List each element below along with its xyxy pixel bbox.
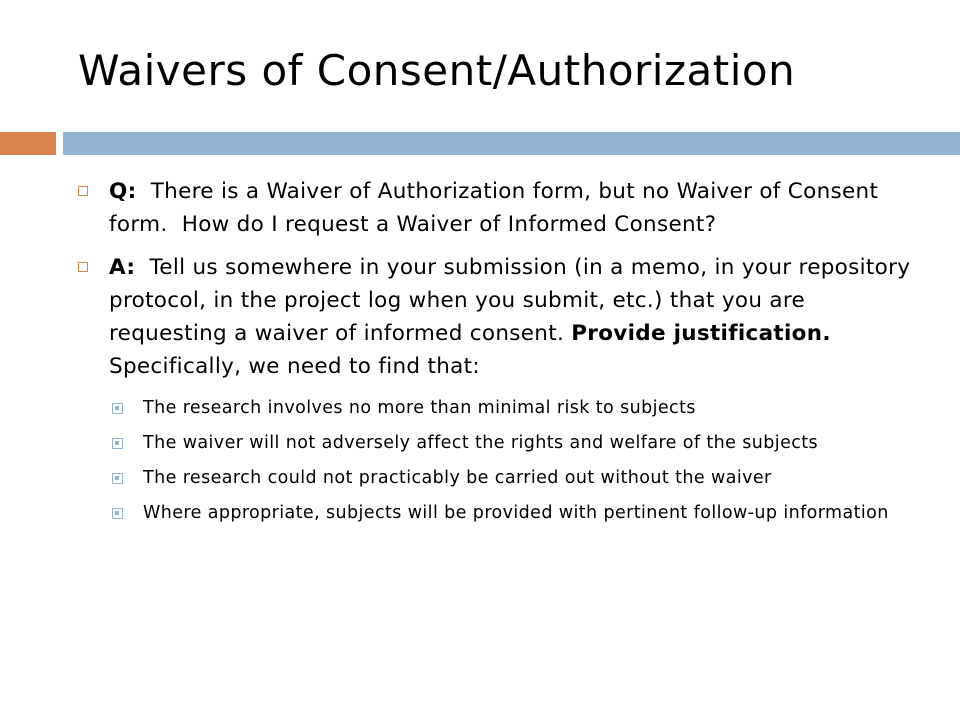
list-item [76, 430, 916, 457]
bullet-answer-text: Tell us somewhere in your submission (in a memo, in your repository protocol, in the project log when you submit, etc.) that you are requesting a waiver of informed consent. [109, 255, 918, 346]
hollow-square-bullet-icon [78, 186, 88, 196]
bullet-answer-tail: Specifically, we need to find that: [109, 321, 846, 379]
slide-title: Waivers of Consent/Authorization [78, 46, 796, 95]
list-item [76, 395, 916, 422]
bullet-answer-bold: Provide justification. [571, 321, 831, 346]
bullet-question [76, 175, 916, 241]
bullet-lead-a: A: [109, 255, 136, 280]
title-underline-accent-blue [63, 132, 960, 155]
list-item-text: The waiver will not adversely affect the rights and welfare of the subjects [143, 433, 819, 453]
list-item-text: The research involves no more than minimal risk to subjects [143, 398, 696, 418]
slide-content [76, 175, 916, 535]
filled-square-bullet-icon [112, 508, 123, 519]
hollow-square-bullet-icon [78, 262, 88, 272]
filled-square-bullet-icon [112, 473, 123, 484]
list-item [76, 500, 916, 527]
filled-square-bullet-icon [112, 403, 123, 414]
bullet-answer [76, 251, 916, 383]
title-underline-accent-orange [0, 132, 56, 155]
list-item-text: The research could not practicably be carried out without the waiver [143, 468, 772, 488]
list-item [76, 465, 916, 492]
filled-square-bullet-icon [112, 438, 123, 449]
requirements-list [76, 395, 916, 527]
bullet-question-text: There is a Waiver of Authorization form, but no Waiver of Consent form. How do I request a Waiver of Informed Consent? [109, 179, 886, 237]
bullet-lead-q: Q: [109, 179, 137, 204]
list-item-text: Where appropriate, subjects will be provided with pertinent follow-up information [143, 503, 889, 523]
